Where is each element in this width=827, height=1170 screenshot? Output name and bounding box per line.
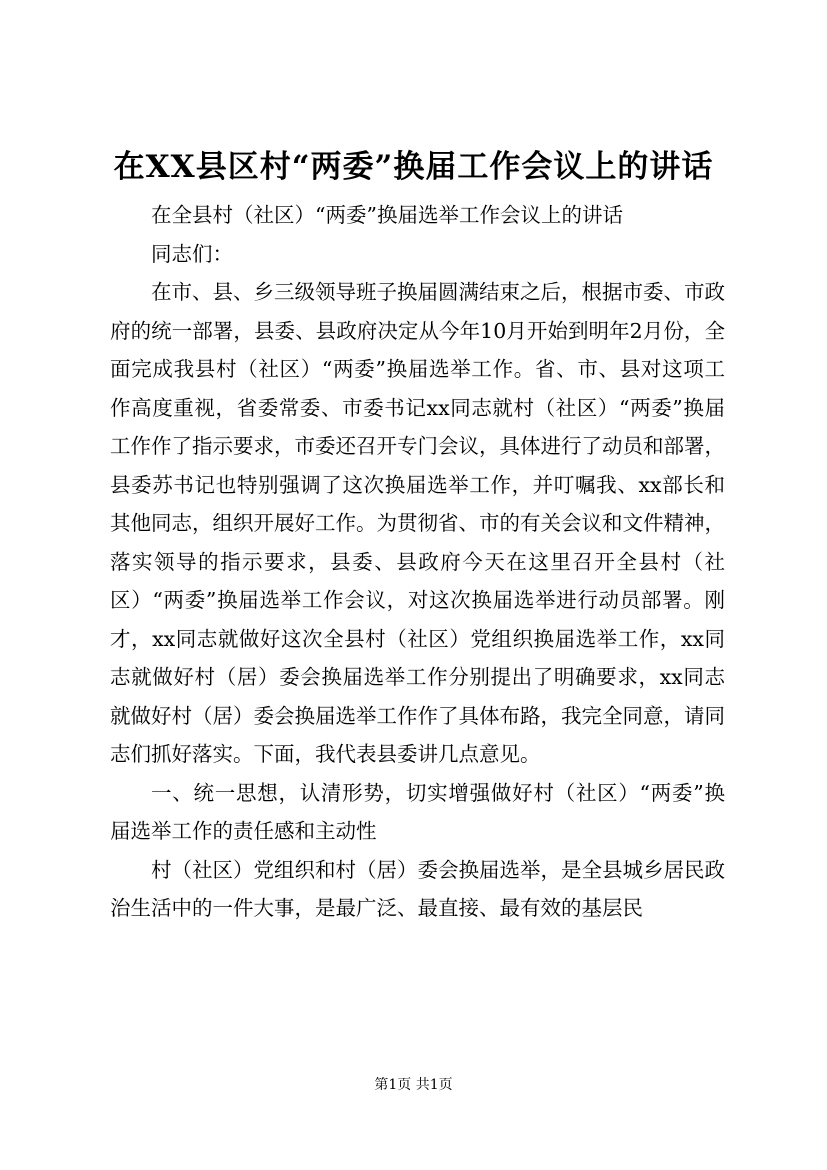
document-body [110, 196, 725, 928]
salutation-paragraph: 同志们： [151, 241, 233, 266]
section-heading-1: 一、统一思想，认清形势，切实增强做好村（社区）“两委”换届选举工作的责任感和主动性 [110, 780, 725, 843]
page-footer: 第1页 共1页 [374, 1077, 453, 1093]
subtitle-paragraph: 在全县村（社区）“两委”换届选举工作会议上的讲话 [151, 203, 623, 227]
section-paragraph-1: 村（社区）党组织和村（居）委会换届选举，是全县城乡居民政治生活中的一件大事，是最广泛、最直接、最有效的基层民 [110, 857, 725, 920]
document-title: 在XX县区村“两委”换届工作会议上的讲话 [113, 149, 714, 185]
intro-paragraph: 在市、县、乡三级领导班子换届圆满结束之后，根据市委、市政府的统一部署，县委、县政府决定从今年10月开始到明年2月份，全面完成我县村（社区）“两委”换届选举工作。省、市、县对这项工作高度重视，省委常委、市委书记xx同志就村（社区）“两委”换届工作作了指示要求，市委还召开专门会议，具体进行了动员和部署，县委苏书记也特别强调了这次换届选举工作，并叮嘱我、xx部长和其他同志，组织开展好工作。为贯彻省、市的有关会议和文件精神，落实领导的指示要求，县委、县政府今天在这里召开全县村（社区）“两委”换届选举工作会议，对这次换届选举进行动员部署。刚才，xx同志就做好这次全县村（社区）党组织换届选举工作，xx同志就做好村（居）委会换届选举工作分别提出了明确要求，xx同志就做好村（居）委会换届选举工作作了具体布路，我完全同意，请同志们抓好落实。下面，我代表县委讲几点意见。 [110, 280, 725, 766]
